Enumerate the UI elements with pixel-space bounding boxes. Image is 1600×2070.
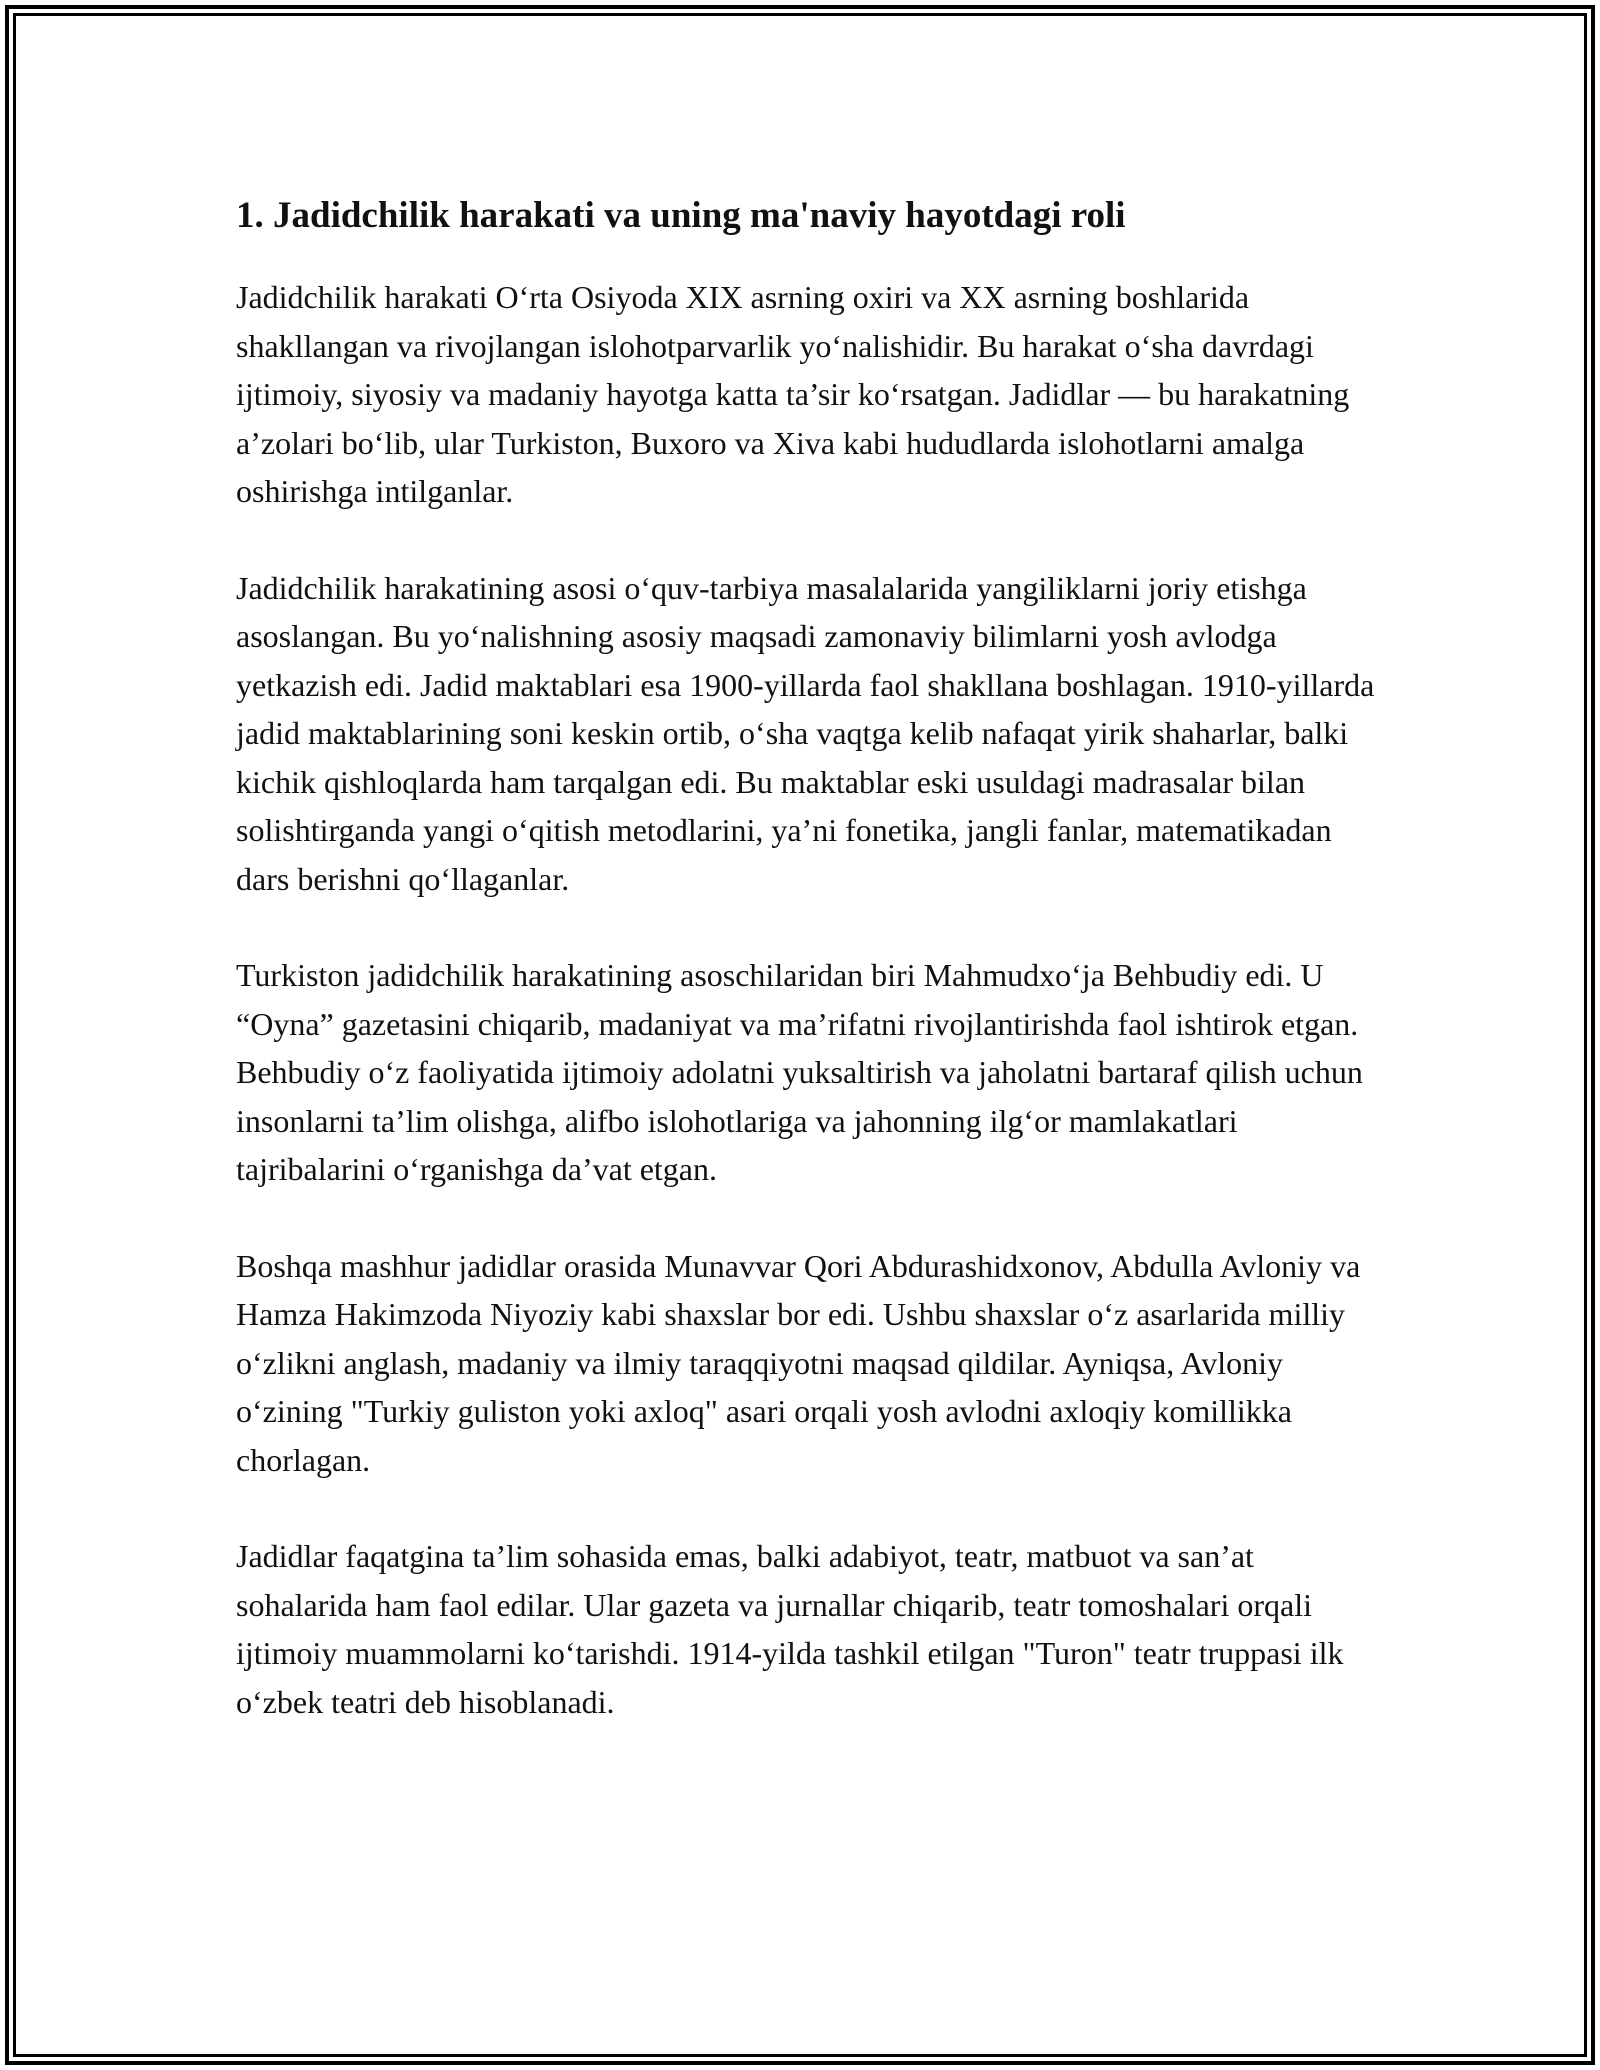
document-body [236,186,1376,1726]
paragraph-jadidchilik-intro: Jadidchilik harakati O‘rta Osiyoda XIX asrning oxiri va XX asrning boshlarida shakllangan va rivojlangan islohotparvarlik yo‘nalishidir. Bu harakat o‘sha davrdagi ijtimoiy, siyosiy va madaniy hayotga katta ta’sir ko‘rsatgan. Jadidlar — bu harakatning a’zolari bo‘lib, ular Turkiston, Buxoro va Xiva kabi hududlarda islohotlarni amalga oshirishga intilganlar. [236,279,1350,509]
paragraph-arts-and-theatre: Jadidlar faqatgina ta’lim sohasida emas, balki adabiyot, teatr, matbuot va san’at sohalarida ham faol edilar. Ular gazeta va jurnallar chiqarib, teatr tomoshalari orqali ijtimoiy muammolarni ko‘tarishdi. 1914-yilda tashkil etilgan "Turon" teatr truppasi ilk o‘zbek teatri deb hisoblanadi. [236,1538,1344,1720]
paragraph-jadid-schools: Jadidchilik harakatining asosi o‘quv-tarbiya masalalarida yangiliklarni joriy etishga asoslangan. Bu yo‘nalishning asosiy maqsadi zamonaviy bilimlarni yosh avlodga yetkazish edi. Jadid maktablari esa 1900-yillarda faol shakllana boshlagan. 1910-yillarda jadid maktablarining soni keskin ortib, o‘sha vaqtga kelib nafaqat yirik shaharlar, balki kichik qishloqlarda ham tarqalgan edi. Bu maktablar eski usuldagi madrasalar bilan solishtirganda yangi o‘qitish metodlarini, ya’ni fonetika, jangli fanlar, matematikadan dars berishni qo‘llaganlar. [236,569,1375,897]
document-title: 1. Jadidchilik harakati va uning ma'naviy hayotdagi roli [236,195,1126,236]
paragraph-behbudiy: Turkiston jadidchilik harakatining asoschilaridan biri Mahmudxo‘ja Behbudiy edi. U “Oyna” gazetasini chiqarib, madaniyat va ma’rifatni rivojlantirishda faol ishtirok etgan. Behbudiy o‘z faoliyatida ijtimoiy adolatni yuksaltirish va jaholatni bartaraf qilish uchun insonlarni ta’lim olishga, alifbo islohotlariga va jahonning ilg‘or mamlakatlari tajribalarini o‘rganishga da’vat etgan. [236,957,1363,1187]
paragraph-famous-jadids: Boshqa mashhur jadidlar orasida Munavvar Qori Abdurashidxonov, Abdulla Avloniy va Hamza Hakimzoda Niyoziy kabi shaxslar bor edi. Ushbu shaxslar o‘z asarlarida milliy o‘zlikni anglash, madaniy va ilmiy taraqqiyotni maqsad qildilar. Ayniqsa, Avloniy o‘zining "Turkiy guliston yoki axloq" asari orqali yosh avlodni axloqiy komillikka chorlagan. [236,1247,1361,1478]
